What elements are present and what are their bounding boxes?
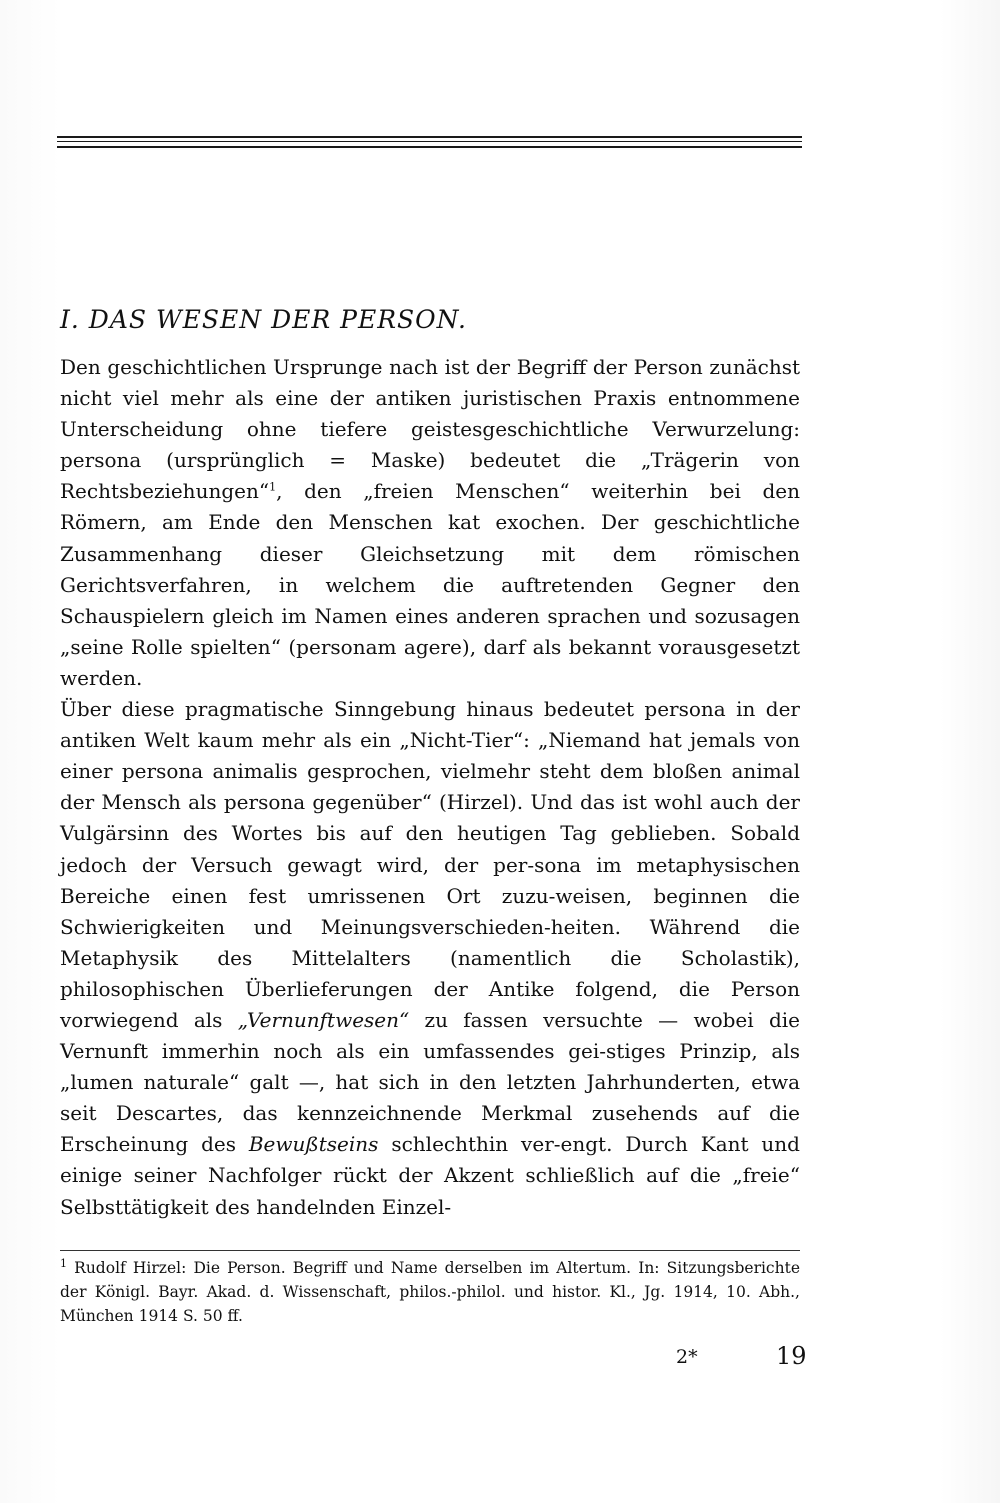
paragraph-1 — [60, 352, 800, 694]
footnote-text: Rudolf Hirzel: Die Person. Begriff und Name derselben im Altertum. In: Sitzungsberichte der Königl. Bayr. Akad. d. Wissenschaft, philos.-philol. und histor. Kl., Jg. 1914, 10. Abh., München 1914 S. 50 ff. — [60, 1259, 801, 1325]
emphasis-bewusstseins: Bewußtseins — [248, 1132, 379, 1157]
paragraph-2-text-a: Über diese pragmatische Sinngebung hinaus bedeutet persona in der antiken Welt kaum mehr als ein „Nicht-Tier“: „Niemand hat jemals von einer persona animalis gesprochen, vielmehr steht dem bloßen animal der Mensch als persona gegenüber“ (Hirzel). Und das ist wohl auch der Vulgärsinn des Wortes bis auf den heutigen Tag geblieben. Sobald jedoch der Versuch gewagt wird, der per-sona im metaphysischen Bereiche einen fest umrissenen Ort zuzu-weisen, beginnen die Schwierigkeiten und Meinungsverschieden-heiten. Während die Metaphysik des Mittelalters (namentlich die Scholastik), philosophischen Überlieferungen der Antike folgend, die Person vorwiegend als — [60, 697, 800, 1032]
footnotes — [60, 1256, 800, 1328]
footnote-1 — [60, 1256, 800, 1328]
header-rule-line — [57, 141, 802, 142]
paragraph-2-text-c: schlechthin ver-engt. Durch Kant und einige seiner Nachfolger rückt der Akzent schließlich auf die „freie“ Selbsttätigkeit des handelnden Einzel- — [60, 1132, 800, 1219]
header-rule-line — [57, 136, 802, 138]
emphasis-vernunftwesen: „Vernunftwesen“ — [237, 1007, 410, 1032]
paragraph-2-text-b: zu fassen versuchte — wobei die Vernunft immerhin noch als ein umfassendes gei-stiges Prinzip, als „lumen naturale“ galt —, hat sich in den letzten Jahrhunderten, etwa seit Descartes, das kennzeichnende Merkmal zusehends auf die Erscheinung des — [60, 1007, 800, 1157]
footnote-marker: 1 — [60, 1256, 67, 1270]
paragraph-2 — [60, 694, 800, 1223]
chapter-title: I. DAS WESEN DER PERSON. — [60, 305, 467, 334]
header-rule-line — [57, 146, 802, 148]
paragraph-1-text-b: , den „freien Menschen“ weiterhin bei den Römern, am Ende den Menschen kat exochen. Der geschichtliche Zusammenhang dieser Gleichsetzung mit dem römischen Gerichtsverfahren, in welchem die auftretenden Gegner den Schauspielern gleich im Namen eines anderen sprachen und sozusagen „seine Rolle spielten“ (personam agere), darf als bekannt vorausgesetzt werden. — [60, 479, 800, 690]
printer-signature: 2* — [676, 1346, 698, 1368]
body-text — [60, 352, 800, 1223]
page-number: 19 — [776, 1342, 807, 1370]
paragraph-1-text-a: Den geschichtlichen Ursprunge nach ist der Begriff der Person zunächst nicht viel mehr als eine der antiken juristischen Praxis entnommene Unterscheidung ohne tiefere geistesgeschichtliche Verwurzelung: persona (ursprünglich = Maske) bedeutet die „Trägerin von Rechtsbeziehungen“ — [60, 355, 800, 504]
header-rule — [57, 136, 802, 151]
footnote-divider — [60, 1250, 800, 1251]
footnote-reference: 1 — [269, 480, 277, 494]
